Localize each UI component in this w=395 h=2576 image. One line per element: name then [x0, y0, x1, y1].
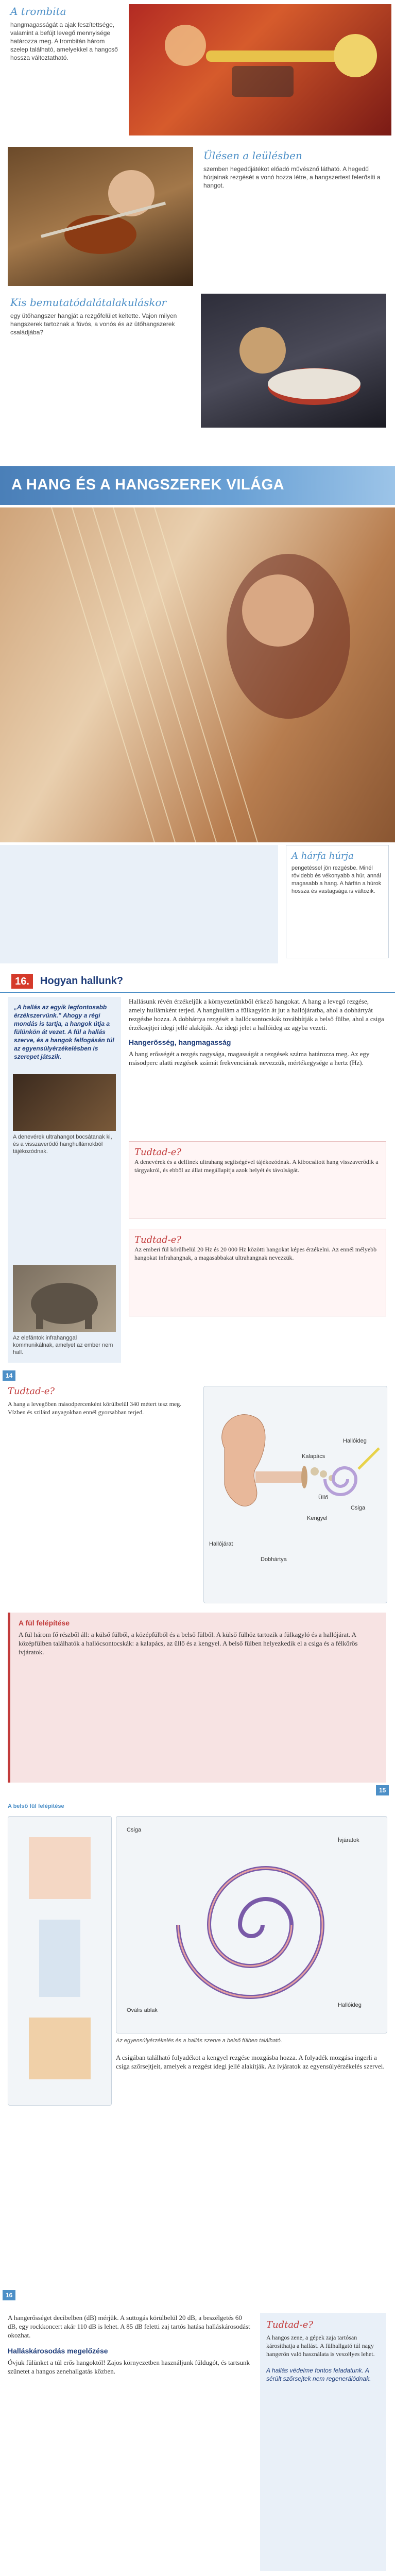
p4-main — [116, 2053, 386, 2071]
p2-tudtad-2-title: Tudtad-e? — [134, 1234, 181, 1245]
p2-subhead: Hangerősség, hangmagasság — [129, 1038, 231, 1046]
harp-box — [286, 845, 389, 958]
intro-box-3-title: Kis bemutatódalátalakuláskor — [10, 296, 167, 309]
cochlea-label-a: Csiga — [127, 1827, 142, 1833]
trumpet-photo — [129, 4, 391, 135]
p5-side-note: A hallás védelme fontos feladatunk. A sérült szőrsejtek nem regenerálódnak. — [266, 2367, 371, 2382]
p2-sidebar — [8, 997, 121, 1363]
p3-ear-figure — [203, 1386, 387, 1603]
p3-section-head: A fül felépítése — [19, 1619, 70, 1627]
p4-left-figure — [8, 1816, 112, 2106]
p2-tudtad-1-title: Tudtad-e? — [134, 1147, 181, 1158]
intro-box-2-title: Ülésen a leülésben — [203, 149, 302, 162]
fig-label-halloideg: Hallóideg — [343, 1438, 367, 1444]
p3-tudtad-title: Tudtad-e? — [8, 1386, 55, 1397]
chapter-banner — [0, 466, 395, 505]
harp-photo — [0, 507, 395, 842]
chapter-strip — [0, 845, 278, 963]
p2-tudtad-2 — [129, 1229, 386, 1316]
p2-body2: A hang erősségét a rezgés nagysága, magasságát a rezgések száma határozza meg. Az egy másodperc alatti rezgések számát frekvenciának nevezzük, mértékegysége a hertz (Hz). — [129, 1050, 370, 1066]
elephant-caption: Az elefántok infrahanggal kommunikálnak, amelyet az ember nem hall. — [13, 1335, 113, 1355]
p2-main — [129, 997, 386, 1067]
bat-caption: A denevérek ultrahangot bocsátanak ki, és a visszaverődő hanghullámokból tájékozódnak. — [13, 1134, 112, 1155]
harp-text: pengetéssel jön rezgésbe. Minél rövidebb és vékonyabb a húr, annál magasabb a hang. A hárfán a húrok hossza és vastagsága is változik. — [291, 865, 382, 894]
p2-body: Hallásunk révén érzékeljük a környezetünkből érkező hangokat. A hang a levegő rezgése, amely hullámként terjed. A hanghullám a fülkagylón át jut a hallójáratba, ahol a dobhártyát rezgésbe hozza. A dobhártya rezgését a hallócsontocskák továbbítják a belső fülbe, ahol a csiga érzéksejtjei idegi jellé alakítják. Az idegi jelet a hallóideg az agyba vezeti. — [129, 997, 384, 1031]
p2-tudtad-1-text: A denevérek és a delfinek ultrahang segítségével tájékozódnak. A kibocsátott hang visszaverődik a tárgyakról, és ebből az állat megállapítja azok helyét és távolságát. — [134, 1158, 379, 1174]
p5-sidebar — [260, 2313, 386, 2571]
p5-main — [8, 2313, 252, 2376]
bat-photo — [13, 1074, 116, 1131]
intro-box-2 — [203, 149, 384, 283]
intro-box-1-text: hangmagasságát a ajak feszítettsége, valamint a befújt levegő mennyisége határozza meg. A trombitán három szelep található, amelyekkel a hangcső hossza változtatható. — [10, 21, 118, 61]
p2-side-intro: „A hallás az egyik legfontosabb érzékszervünk.” Ahogy a régi mondás is tartja, a hangok útja a fülünkön át vezet. A fül a hallás szerve, és a hangok felfogásán túl az egyensúlyérzékelésben is szerepet játszik. — [14, 1004, 114, 1060]
intro-box-2-text: szemben hegedűjátékot előadó művésznő látható. A hegedű húrjainak rezgését a vonó hozza létre, a hangszertest felerősíti a hangot. — [203, 165, 381, 189]
fig-label-halloj: Hallójárat — [209, 1541, 233, 1547]
section-number: 16. — [11, 974, 33, 989]
p4-body: A csigában található folyadékot a kengyel rezgése mozgásba hozza. A folyadék mozgása ingerli a csiga szőrsejtjeit, amelyek a rezgést idegi jellé alakítják. Az ívjáratok az egyensúlyérzékelés szervei. — [116, 2054, 385, 2070]
p3-tudtad — [8, 1386, 196, 1520]
chapter-title: A HANG ÉS A HANGSZEREK VILÁGA — [11, 477, 285, 493]
p5-body2: Óvjuk fülünket a túl erős hangoktól! Zajos környezetben használjunk füldugót, és tartsunk szünetet a hangos zenehallgatás közben. — [8, 2359, 250, 2375]
p4-cochlea-figure — [116, 1816, 387, 2033]
cochlea-label-c: Hallóideg — [338, 2002, 362, 2008]
p5-tudtad-text: A hangos zene, a gépek zaja tartósan károsíthatja a hallást. A fülhallgató túl nagy hangerőn való használata is veszélyes lehet. — [266, 2334, 375, 2358]
p5-subhead: Halláskárosodás megelőzése — [8, 2347, 108, 2355]
section-title: Hogyan hallunk? — [40, 975, 124, 987]
intro-box-3-text: egy ütőhangszer hangját a rezgőfelület keltette. Vajon milyen hangszerek tartoznak a fúvós, a vonós és az ütőhangszerek családjába? — [10, 312, 177, 336]
page-number-16: 16 — [3, 2290, 15, 2300]
drum-photo — [201, 294, 386, 428]
fig-label-kalapacs: Kalapács — [302, 1453, 325, 1460]
p3-ear-section — [8, 1613, 386, 1783]
intro-box-1 — [10, 5, 121, 134]
cochlea-label-b: Ívjáratok — [338, 1837, 359, 1843]
p2-tudtad-1 — [129, 1141, 386, 1218]
violin-photo — [8, 147, 193, 286]
cochlea-label-d: Ovális ablak — [127, 2007, 158, 2013]
p3-body: A fül három fő részből áll: a külső fülből, a középfülből és a belső fülből. A külső fülhöz tartozik a fülkagyló és a hallójárat. A középfülben találhatók a hallócsontocskák: a kalapács, az üllő és a kengyel. A belső fülben helyezkedik el a csiga és a félkörös ívjáratok. — [19, 1631, 358, 1656]
fig-label-ullo: Üllő — [318, 1495, 328, 1501]
p2-tudtad-2-text: Az emberi fül körülbelül 20 Hz és 20 000 Hz közötti hangokat képes érzékelni. Az ennél mélyebb hangokat infrahangnak, a magasabbakat ultrahangnak nevezzük. — [134, 1246, 377, 1261]
p3-tudtad-text: A hang a levegőben másodpercenként körülbelül 340 métert tesz meg. Vízben és szilárd anyagokban ennél gyorsabban terjed. — [8, 1400, 182, 1416]
p5-body: A hangerősséget decibelben (dB) mérjük. A suttogás körülbelül 20 dB, a beszélgetés 60 dB, egy rockkoncert akár 110 dB is lehet. A 85 dB feletti zaj tartós hatása halláskárosodást okozhat. — [8, 2314, 250, 2339]
fig-label-kengyel: Kengyel — [307, 1515, 328, 1521]
page-number-15: 15 — [376, 1785, 389, 1795]
elephant-photo — [13, 1265, 116, 1332]
p4-figure-title: A belső fül felépítése — [8, 1803, 64, 1809]
fig-label-dobhartya: Dobhártya — [261, 1556, 287, 1563]
intro-box-3 — [10, 296, 188, 425]
harp-title: A hárfa húrja — [291, 851, 354, 861]
intro-box-1-title: A trombita — [10, 5, 66, 18]
fig-label-csiga: Csiga — [351, 1505, 366, 1511]
page-number-14: 14 — [3, 1370, 15, 1381]
section-header — [0, 971, 395, 993]
p5-tudtad-title: Tudtad-e? — [266, 2319, 313, 2330]
p4-caption: Az egyensúlyérzékelés és a hallás szerve a belső fülben található. — [116, 2038, 282, 2044]
